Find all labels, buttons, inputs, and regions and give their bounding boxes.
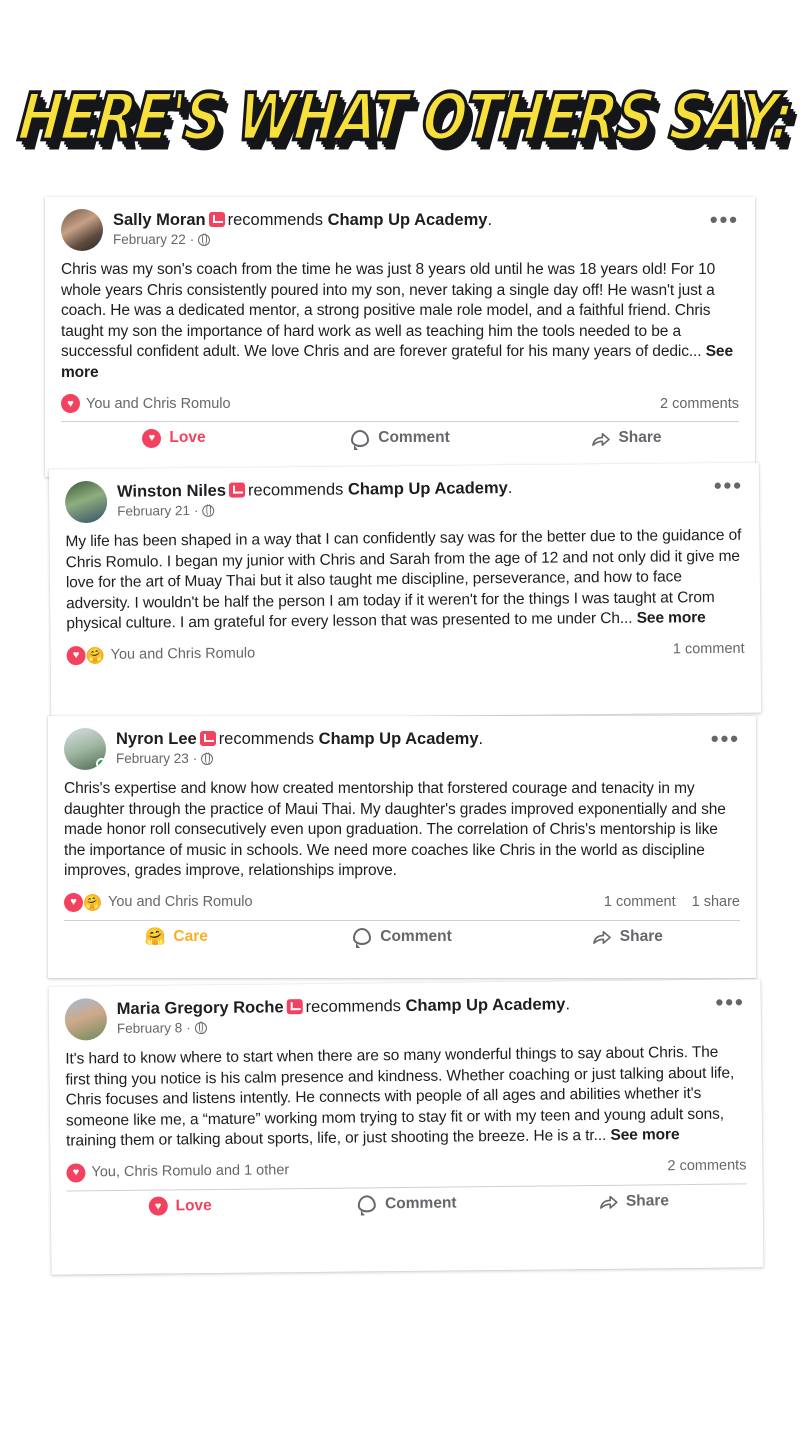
counts — [604, 894, 740, 910]
avatar[interactable] — [65, 998, 107, 1040]
comment-count[interactable]: 2 comments — [660, 395, 739, 412]
author-name[interactable]: Winston Niles — [116, 481, 227, 501]
share-button[interactable] — [513, 428, 739, 448]
post-date[interactable]: February 22 — [113, 232, 186, 247]
love-icon: ♥ — [148, 1197, 167, 1216]
love-reaction-icon: ♥ — [64, 893, 83, 912]
post-actions — [67, 1183, 747, 1225]
share-icon — [590, 428, 610, 448]
page-name[interactable]: Champ Up Academy — [347, 479, 508, 499]
comment-count[interactable]: 1 comment — [672, 640, 745, 658]
post-stats — [61, 394, 739, 421]
post-byline — [117, 478, 513, 502]
comment-icon — [350, 428, 370, 448]
care-icon: 🤗 — [144, 926, 167, 946]
comment-button[interactable] — [289, 927, 514, 947]
post-header — [65, 991, 745, 1040]
recommendation-badge-icon — [209, 212, 225, 227]
post-text: Chris's expertise and know how created mentorship that forstered courage and tenacity in my daughter through the practice of Maui Thai. My daughter's grades improved exponentially and she made honor roll consecutively even upon graduation. The correlation of Chris's mentorship is like the importance of music in schools. We need more coaches like Chris in the world as discipline improves, grades improve, relationships improve. — [64, 780, 726, 879]
share-button[interactable] — [520, 1190, 747, 1212]
see-more-link[interactable]: See more — [610, 1126, 680, 1144]
post-byline — [116, 729, 483, 749]
page-name[interactable]: Champ Up Academy — [318, 730, 479, 748]
comment-button[interactable] — [287, 428, 513, 448]
post-card — [49, 979, 764, 1274]
care-label: Care — [173, 927, 208, 945]
comment-label: Comment — [380, 927, 452, 945]
post-byline — [117, 994, 570, 1019]
post-author-block — [116, 728, 483, 766]
comment-label: Comment — [384, 1193, 457, 1212]
love-label: Love — [175, 1196, 212, 1214]
period: . — [565, 995, 571, 1014]
counts — [673, 641, 745, 658]
post-text: It's hard to know where to start when there are so many wonderful things to say about Chris. The first thing you notice is his calm presence and kindness. Whether coaching or just talking about life, Chris focuses and listens intently. He connects with people of all ages and abilities whether it's someone like me, a “mature” working mom trying to stay fit or with my teen and young adult sons, training them or talking about sports, life, or just shooting the breeze. He is a tr... See more — [65, 1043, 735, 1150]
online-status-indicator — [96, 758, 106, 769]
post-meta: February 21 · — [117, 500, 512, 519]
post-menu-button[interactable]: ••• — [713, 472, 744, 499]
globe-icon — [198, 234, 210, 246]
globe-icon — [195, 1022, 207, 1034]
recommends-label: recommends — [227, 211, 323, 229]
share-icon — [598, 1191, 618, 1211]
post-author-block — [113, 209, 492, 247]
post-card — [49, 463, 761, 720]
share-button[interactable] — [515, 927, 740, 947]
recommendation-badge-icon — [287, 999, 303, 1014]
author-name[interactable]: Nyron Lee — [116, 730, 197, 748]
page-name[interactable]: Champ Up Academy — [327, 211, 488, 229]
post-author-block — [117, 993, 571, 1036]
globe-icon — [201, 753, 213, 765]
comment-icon — [357, 1194, 377, 1214]
love-label: Love — [169, 429, 206, 446]
post-actions — [64, 920, 740, 955]
recommends-label: recommends — [247, 480, 344, 500]
post-header — [64, 728, 740, 770]
reactions-summary[interactable] — [61, 394, 231, 413]
comment-button[interactable] — [293, 1192, 520, 1214]
page-title-banner — [0, 55, 810, 180]
counts — [667, 1157, 746, 1174]
reactors-label: You and Chris Romulo — [86, 395, 231, 412]
post-meta: February 22 · — [113, 232, 492, 247]
reactions-summary[interactable] — [64, 893, 253, 912]
reactors-label: You, Chris Romulo and 1 other — [91, 1162, 290, 1181]
comment-label: Comment — [378, 429, 450, 446]
share-icon — [592, 927, 612, 947]
post-date[interactable]: February 23 — [116, 751, 189, 766]
avatar[interactable] — [65, 481, 107, 523]
share-label: Share — [625, 1191, 670, 1210]
post-menu-button[interactable]: ••• — [709, 207, 739, 232]
recommendation-badge-icon — [229, 483, 245, 498]
reactions-summary[interactable] — [66, 1161, 289, 1182]
comment-count[interactable]: 1 comment — [603, 894, 676, 910]
care-button[interactable] — [64, 927, 289, 947]
post-stats — [67, 639, 745, 673]
love-button[interactable] — [67, 1195, 294, 1217]
author-name[interactable]: Maria Gregory Roche — [116, 998, 284, 1019]
globe-icon — [202, 504, 214, 516]
post-stats — [64, 893, 740, 920]
page-name[interactable]: Champ Up Academy — [405, 995, 566, 1015]
post-text: Chris was my son's coach from the time he was just 8 years old until he was 18 years old! For 10 whole years Chris consistently poured into my son, never taking a single day off! He wasn't just a coach. He was a dedicated mentor, a strong positive male role model, and a faithful friend. Chris taught my son the importance of hard work as well as teaching him the tools needed to be a successful confident adult. We love Chris and are forever grateful for his many years of dedic... See more — [61, 261, 733, 381]
period: . — [487, 211, 493, 229]
period: . — [507, 478, 513, 498]
reactions-summary[interactable] — [67, 644, 256, 665]
post-header — [65, 472, 744, 524]
avatar[interactable] — [64, 728, 106, 770]
period: . — [478, 730, 484, 748]
comment-icon — [352, 927, 372, 947]
reactors-label: You and Chris Romulo — [110, 645, 256, 663]
love-button[interactable] — [61, 428, 287, 448]
recommendation-badge-icon — [200, 731, 216, 746]
counts — [660, 396, 739, 412]
recommends-label: recommends — [218, 730, 315, 748]
post-date[interactable]: February 8 — [116, 1020, 183, 1037]
recommends-label: recommends — [305, 997, 402, 1017]
post-header — [61, 209, 739, 251]
share-count[interactable]: 1 share — [691, 894, 740, 910]
post-card — [48, 716, 756, 978]
author-name[interactable]: Sally Moran — [113, 211, 206, 229]
reactors-label: You and Chris Romulo — [108, 894, 253, 910]
share-label: Share — [618, 429, 662, 446]
page-title: HERE'S WHAT OTHERS SAY: — [14, 80, 796, 155]
avatar[interactable] — [61, 209, 103, 251]
post-date[interactable]: February 21 — [117, 503, 191, 519]
post-byline — [113, 210, 492, 230]
post-menu-button[interactable]: ••• — [710, 726, 740, 751]
post-card — [45, 197, 755, 477]
love-reaction-icon: ♥ — [67, 646, 86, 665]
care-reaction-icon: 🤗 — [83, 893, 102, 912]
post-meta: February 23 · — [116, 751, 483, 766]
post-meta: February 8 · — [117, 1016, 570, 1036]
comment-count[interactable]: 2 comments — [667, 1157, 747, 1175]
post-actions — [61, 421, 739, 456]
post-text: My life has been shaped in a way that I can confidently say was for the better due to the guidance of Chris Romulo. I began my junior with Chris and Sarah from the age of 12 and not only did it give me love for the art of Muay Thai but it also taught me discipline, perseverance, and how to face adversity. I wouldn't be half the person I am today if it weren't for the things I was taught at Crom physical culture. I am grateful for every lesson that was presented to me under Ch... See more — [65, 526, 742, 633]
post-author-block — [117, 477, 513, 519]
see-more-link[interactable]: See more — [636, 609, 706, 627]
share-label: Share — [619, 927, 663, 945]
care-reaction-icon: 🤗 — [86, 645, 105, 664]
see-more-link[interactable]: See more — [61, 343, 733, 381]
post-menu-button[interactable]: ••• — [715, 989, 745, 1015]
love-icon: ♥ — [142, 429, 161, 448]
love-reaction-icon: ♥ — [66, 1163, 85, 1182]
love-reaction-icon: ♥ — [61, 394, 80, 413]
